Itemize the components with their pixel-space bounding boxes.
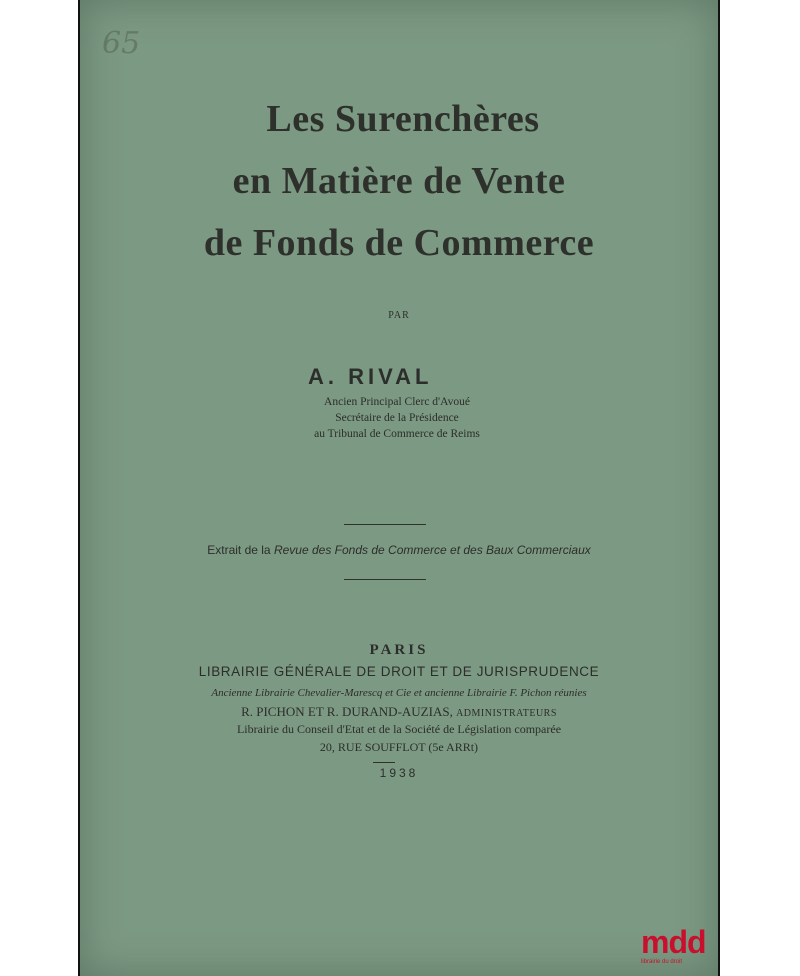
admins-names: R. PICHON ET R. DURAND-AUZIAS, xyxy=(241,704,453,719)
journal-name: Revue des Fonds de Commerce et des Baux Commerciaux xyxy=(273,543,591,557)
author-credentials xyxy=(292,394,502,442)
book-cover xyxy=(80,0,718,976)
extract-note xyxy=(80,543,718,557)
book-title xyxy=(80,88,718,274)
credential-line: Ancien Principal Clerc d'Avoué xyxy=(324,396,470,408)
logo-caption: librairie du droit xyxy=(641,959,683,965)
by-label: PAR xyxy=(388,310,410,321)
title-line-3: de Fonds de Commerce xyxy=(203,222,595,264)
author-name: A. RIVAL xyxy=(308,364,433,389)
publisher-affiliation: Librairie du Conseil d'Etat et de la Société de Législation comparée xyxy=(236,722,562,736)
logo-text: mdd xyxy=(641,924,706,960)
handwritten-mark: 65 xyxy=(102,26,141,61)
divider-top xyxy=(344,524,426,525)
publication-year: 1938 xyxy=(379,766,419,780)
publisher-name: LIBRAIRIE GÉNÉRALE DE DROIT ET DE JURISPRUDENCE xyxy=(198,664,600,679)
publisher-address: 20, RUE SOUFFLOT (5e ARRt) xyxy=(319,740,479,754)
divider-bottom xyxy=(344,579,426,580)
publisher-former-names: Ancienne Librairie Chevalier-Marescq et Cie et ancienne Librairie F. Pichon réunies xyxy=(211,687,587,699)
title-line-2: en Matière de Vente xyxy=(232,160,566,202)
admins-role: ADMINISTRATEURS xyxy=(456,708,557,719)
year-divider xyxy=(373,762,395,763)
title-line-1: Les Surenchères xyxy=(266,98,540,140)
extract-prefix: Extrait de la xyxy=(207,543,271,557)
publisher-administrators xyxy=(80,704,718,720)
watermark-logo xyxy=(641,925,706,965)
publisher-city: PARIS xyxy=(369,642,429,658)
credential-line: au Tribunal de Commerce de Reims xyxy=(314,428,480,440)
credential-line: Secrétaire de la Présidence xyxy=(335,412,459,424)
